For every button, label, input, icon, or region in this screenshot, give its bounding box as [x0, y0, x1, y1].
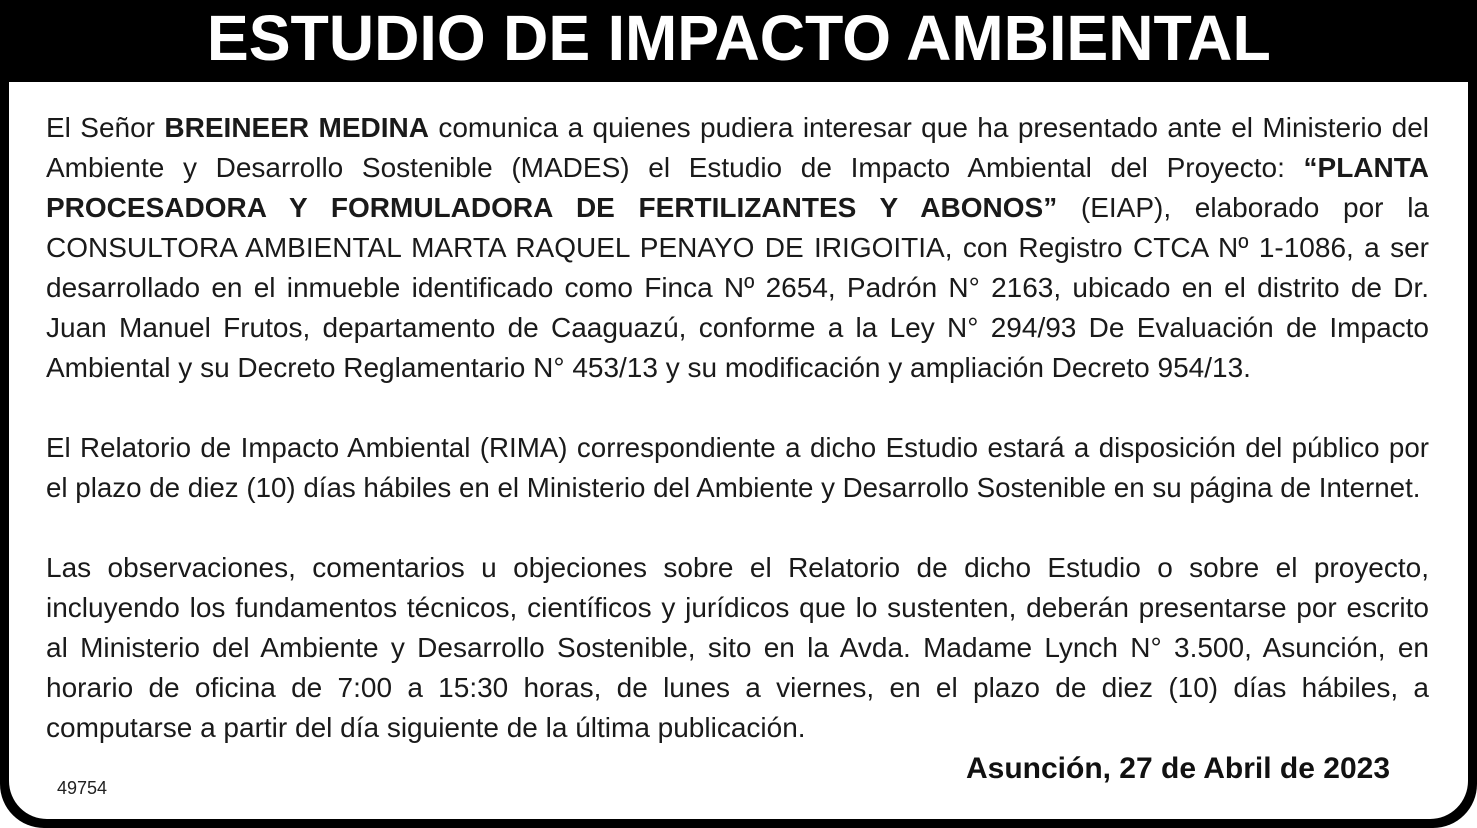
paragraph-observations: Las observaciones, comentarios u objeciones sobre el Relatorio de dicho Estudio o sobre el proyecto, incluyendo los fundamentos técnicos, científicos y jurídicos que lo sustenten, deberán presentarse por escrito al Ministerio del Ambiente y Desarrollo Sostenible, sito en la Avda. Madame Lynch N° 3.500, Asunción, en horario de oficina de 7:00 a 15:30 horas, de lunes a viernes, en el plazo de diez (10) días hábiles, a computarse a partir del día siguiente de la última publicación. — [46, 552, 1429, 743]
notice-title: ESTUDIO DE IMPACTO AMBIENTAL — [206, 2, 1271, 74]
proponent-name: BREINEER MEDINA — [164, 112, 429, 143]
notice-body — [46, 108, 1429, 788]
notice-header — [0, 0, 1477, 82]
publication-date: Asunción, 27 de Abril de 2023 — [965, 752, 1390, 785]
paragraph-text-2: (EIAP), elaborado por la CONSULTORA AMBIENTAL MARTA RAQUEL PENAYO DE IRIGOITIA, con Registro CTCA Nº 1-1086, a ser desarrollado en el inmueble identificado como Finca Nº 2654, Padrón N° 2163, ubicado en el distrito de Dr. Juan Manuel Frutos, departamento de Caaguazú, conforme a la Ley N° 294/93 De Evaluación de Impacto Ambiental y su Decreto Reglamentario N° 453/13 y su modificación y ampliación Decreto 954/13. — [46, 192, 1429, 383]
paragraph-rima: El Relatorio de Impacto Ambiental (RIMA) correspondiente a dicho Estudio estará a disposición del público por el plazo de diez (10) días hábiles en el Ministerio del Ambiente y Desarrollo Sostenible en su página de Internet. — [46, 432, 1429, 503]
project-name: “PLANTA PROCESADORA Y FORMULADORA DE FERTILIZANTES Y ABONOS” — [46, 152, 1429, 223]
notice-body-panel — [9, 82, 1468, 819]
ad-code: 49754 — [57, 778, 108, 798]
paragraph-announcement — [46, 108, 1429, 388]
paragraph-intro: El Señor — [46, 112, 165, 143]
paragraph-text-1: comunica a quienes pudiera interesar que ha presentado ante el Ministerio del Ambiente y Desarrollo Sostenible (MADES) el Estudio de Impacto Ambiental del Proyecto: — [46, 112, 1429, 183]
